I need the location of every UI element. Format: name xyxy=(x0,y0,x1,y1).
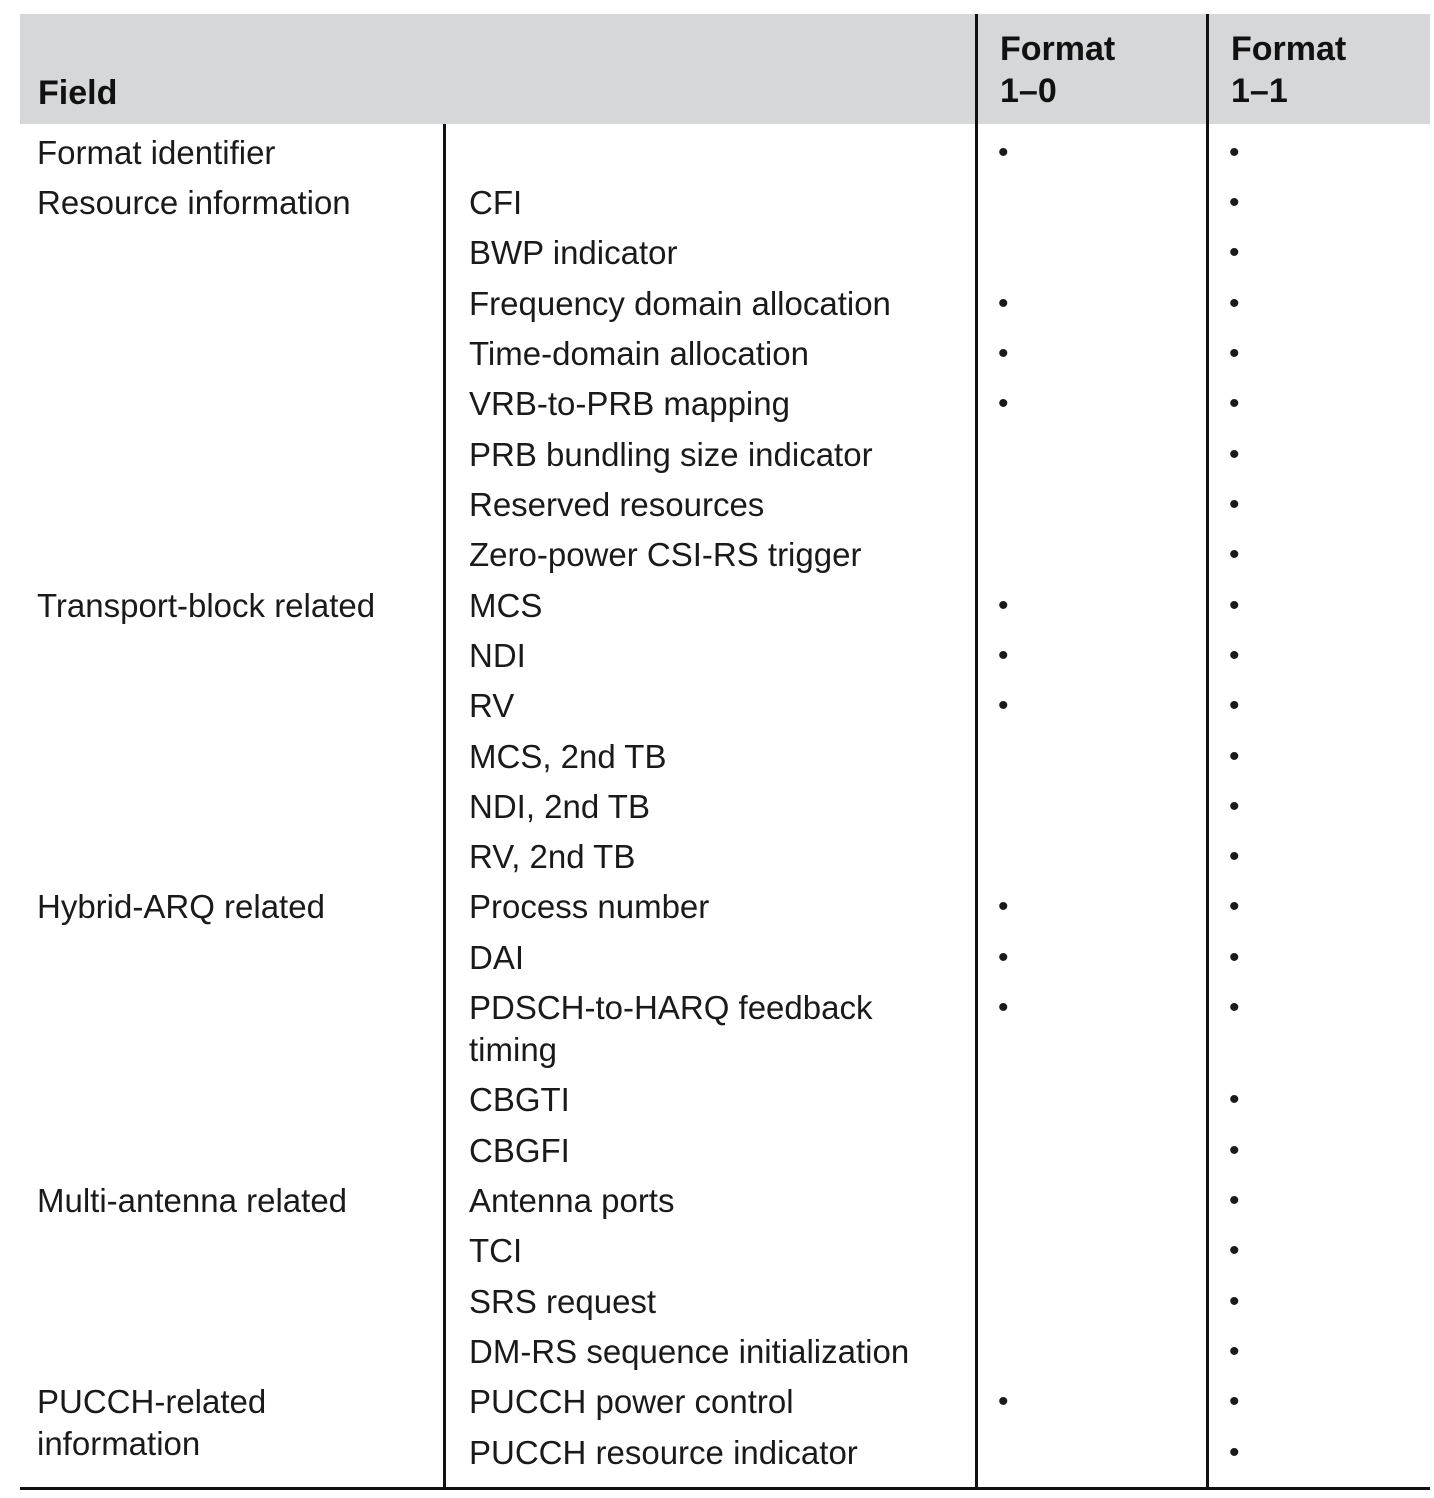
format-1-1-bullet: • xyxy=(1229,438,1240,471)
format-1-1-bullet: • xyxy=(1229,337,1240,370)
format-1-0-bullet: • xyxy=(998,136,1009,169)
row-field-name: CFI xyxy=(469,184,523,221)
row-group-label: Resource information xyxy=(37,184,351,221)
format-1-1-bullet: • xyxy=(1229,689,1240,722)
header-format-1-1 xyxy=(1231,28,1346,112)
row-field-name: DAI xyxy=(469,939,525,976)
format-1-0-bullet: • xyxy=(998,337,1009,370)
format-1-1-bullet: • xyxy=(1229,639,1240,672)
column-divider-subfield xyxy=(443,124,446,1490)
format-1-1-bullet: • xyxy=(1229,1234,1240,1267)
row-group-label: Hybrid-ARQ related xyxy=(37,888,325,925)
row-field-name: DM-RS sequence initialization xyxy=(469,1333,910,1370)
row-field-name: Frequency domain allocation xyxy=(469,285,891,322)
row-field-name: Process number xyxy=(469,888,710,925)
row-field-name: TCI xyxy=(469,1232,523,1269)
row-field-name: BWP indicator xyxy=(469,234,678,271)
format-1-0-bullet: • xyxy=(998,287,1009,320)
row-field-name: MCS, 2nd TB xyxy=(469,738,667,775)
format-1-0-bullet: • xyxy=(998,941,1009,974)
format-1-1-bullet: • xyxy=(1229,1083,1240,1116)
format-1-1-bullet: • xyxy=(1229,941,1240,974)
format-1-1-bullet: • xyxy=(1229,840,1240,873)
format-1-0-bullet: • xyxy=(998,991,1009,1024)
format-1-1-bullet: • xyxy=(1229,890,1240,923)
row-field-name: RV, 2nd TB xyxy=(469,838,636,875)
row-field-name: MCS xyxy=(469,587,543,624)
row-field-name: VRB-to-PRB mapping xyxy=(469,385,790,422)
format-1-1-bullet: • xyxy=(1229,740,1240,773)
format-1-1-bullet: • xyxy=(1229,236,1240,269)
row-field-name: NDI xyxy=(469,637,526,674)
format-1-0-bullet: • xyxy=(998,1385,1009,1418)
row-field-name: PRB bundling size indicator xyxy=(469,436,873,473)
format-1-1-bullet: • xyxy=(1229,1285,1240,1318)
format-1-0-bullet: • xyxy=(998,387,1009,420)
row-group-label: Transport-block related xyxy=(37,587,376,624)
format-1-1-bullet: • xyxy=(1229,136,1240,169)
row-field-name: Reserved resources xyxy=(469,486,765,523)
header-format-1-1-line1: Format xyxy=(1231,30,1347,68)
row-field-name: Zero-power CSI-RS trigger xyxy=(469,536,862,573)
header-format-1-0 xyxy=(1000,28,1115,112)
header-format-1-0-line1: Format xyxy=(1000,30,1116,68)
row-group-label: Format identifier xyxy=(37,134,276,171)
format-1-1-bullet: • xyxy=(1229,538,1240,571)
format-1-1-bullet: • xyxy=(1229,1436,1240,1469)
row-group-label: Multi-antenna related xyxy=(37,1182,348,1219)
header-format-1-0-line2: 1–0 xyxy=(1000,72,1057,110)
format-1-0-bullet: • xyxy=(998,689,1009,722)
format-1-0-bullet: • xyxy=(998,639,1009,672)
row-field-name: PUCCH resource indicator xyxy=(469,1434,858,1471)
format-1-1-bullet: • xyxy=(1229,589,1240,622)
format-1-0-bullet: • xyxy=(998,890,1009,923)
row-field-name: Time-domain allocation xyxy=(469,335,809,372)
row-field-name: NDI, 2nd TB xyxy=(469,788,650,825)
format-1-1-bullet: • xyxy=(1229,1385,1240,1418)
column-divider-format-1-0 xyxy=(975,14,978,1490)
row-field-name: PUCCH power control xyxy=(469,1383,794,1420)
format-1-1-bullet: • xyxy=(1229,488,1240,521)
format-1-0-bullet: • xyxy=(998,589,1009,622)
format-1-1-bullet: • xyxy=(1229,387,1240,420)
format-1-1-bullet: • xyxy=(1229,186,1240,219)
format-1-1-bullet: • xyxy=(1229,287,1240,320)
format-1-1-bullet: • xyxy=(1229,1335,1240,1368)
format-1-1-bullet: • xyxy=(1229,991,1240,1024)
format-1-1-bullet: • xyxy=(1229,1134,1240,1167)
header-field: Field xyxy=(38,74,118,112)
row-field-name: CBGFI xyxy=(469,1132,570,1169)
row-field-name: Antenna ports xyxy=(469,1182,675,1219)
column-divider-format-1-1 xyxy=(1206,14,1209,1490)
table-bottom-rule xyxy=(20,1487,1430,1490)
row-field-name: CBGTI xyxy=(469,1081,570,1118)
row-field-name: PDSCH-to-HARQ feedback timing xyxy=(469,989,873,1068)
table-header xyxy=(20,14,1430,124)
format-1-1-bullet: • xyxy=(1229,1184,1240,1217)
row-field-name: SRS request xyxy=(469,1283,657,1320)
header-format-1-1-line2: 1–1 xyxy=(1231,72,1288,110)
format-1-1-bullet: • xyxy=(1229,790,1240,823)
row-group-label: PUCCH-related information xyxy=(37,1383,267,1462)
row-field-name: RV xyxy=(469,687,515,724)
